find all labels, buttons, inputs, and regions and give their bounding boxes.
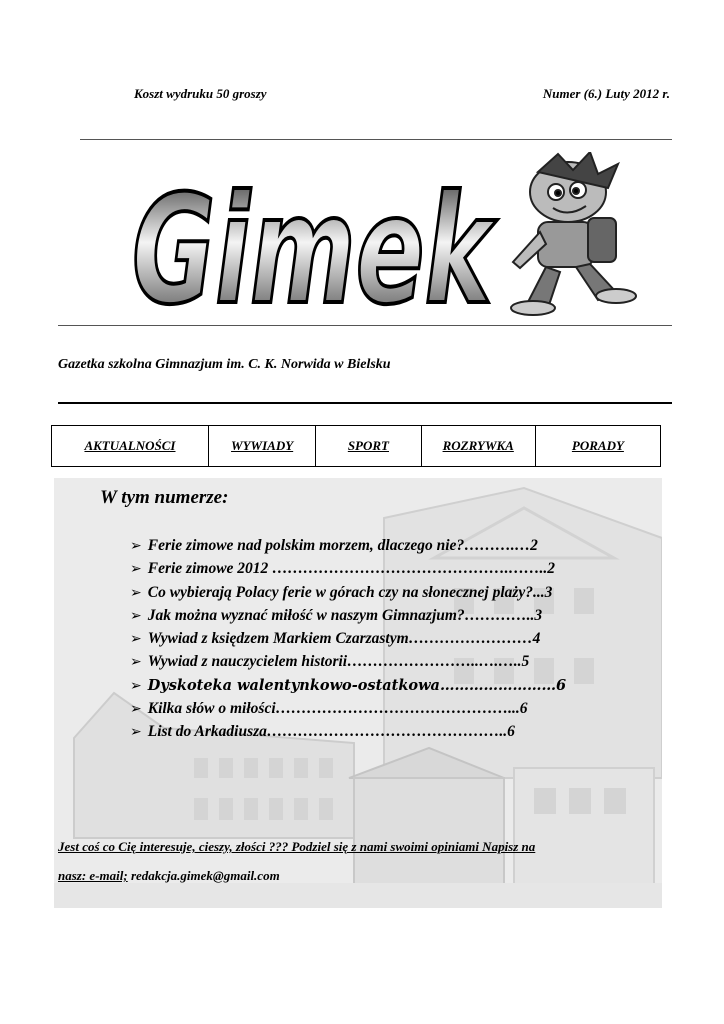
arrow-bullet-icon: ➢ [130, 561, 142, 578]
nav-item-aktualnosci[interactable]: AKTUALNOŚCI [52, 426, 209, 466]
footer-contact [58, 868, 280, 884]
section-nav [51, 425, 661, 467]
footer-invitation: Jest coś co Cię interesuje, cieszy, złości ??? Podziel się z nami swoimi opiniami Napisz na [58, 839, 536, 854]
nav-item-rozrywka[interactable]: ROZRYWKA [422, 426, 536, 466]
arrow-bullet-icon: ➢ [130, 538, 142, 554]
arrow-bullet-icon: ➢ [130, 584, 142, 601]
subtitle-rule [58, 402, 672, 404]
newsletter-subtitle: Gazetka szkolna Gimnazjum im. C. K. Norwida w Bielsku [58, 357, 391, 372]
nav-item-wywiady[interactable]: WYWIADY [209, 426, 316, 466]
issue-number: Numer (6.) Luty 2012 r. [542, 86, 670, 101]
nav-item-porady[interactable]: PORADY [571, 438, 624, 453]
arrow-bullet-icon: ➢ [130, 677, 142, 694]
toc-entry[interactable]: ➢ List do Arkadiusza………………………………………..6 [130, 723, 515, 741]
arrow-bullet-icon: ➢ [130, 654, 142, 671]
header-rule [80, 139, 672, 140]
nav-item-sport[interactable]: SPORT [316, 426, 421, 466]
toc-entry[interactable]: ➢ Ferie zimowe 2012 ……………………………………….……..2 [130, 560, 556, 578]
toc-entry[interactable]: ➢ Jak można wyznać miłość w naszym Gimnazjum?…………..3 [130, 606, 543, 624]
masthead-logo [128, 152, 638, 320]
masthead [128, 152, 638, 320]
cartoon-boy-icon [511, 152, 636, 315]
toc-entry[interactable]: ➢ Wywiad z księdzem Markiem Czarzastym……………………4 [130, 630, 541, 648]
toc-entry[interactable]: ➢ Ferie zimowe nad polskim morzem, dlaczego nie?……….…2 [130, 537, 538, 554]
email-link[interactable]: redakcja.gimek@gmail.com [130, 868, 280, 883]
email-label: nasz: e-mail; [58, 868, 128, 883]
arrow-bullet-icon: ➢ [130, 607, 142, 624]
toc-entry[interactable]: ➢ Wywiad z nauczycielem historii……………………..….…..5 [130, 653, 530, 671]
print-cost: Koszt wydruku 50 groszy [134, 86, 267, 101]
masthead-title: Gimek [132, 164, 498, 320]
toc-title: W tym numerze: [100, 487, 229, 508]
masthead-rule [58, 325, 672, 326]
toc-list [130, 534, 566, 744]
toc-entry[interactable]: ➢ Dyskoteka walentynkowo-ostatkowa……………………6 [130, 676, 567, 694]
arrow-bullet-icon: ➢ [130, 701, 142, 718]
arrow-bullet-icon: ➢ [130, 631, 142, 648]
arrow-bullet-icon: ➢ [130, 724, 142, 741]
toc-entry[interactable]: ➢ Co wybierają Polacy ferie w górach czy na słonecznej plaży?...3 [130, 583, 553, 601]
toc-entry[interactable]: ➢ Kilka słów o miłości………………………………………...6 [130, 700, 528, 718]
